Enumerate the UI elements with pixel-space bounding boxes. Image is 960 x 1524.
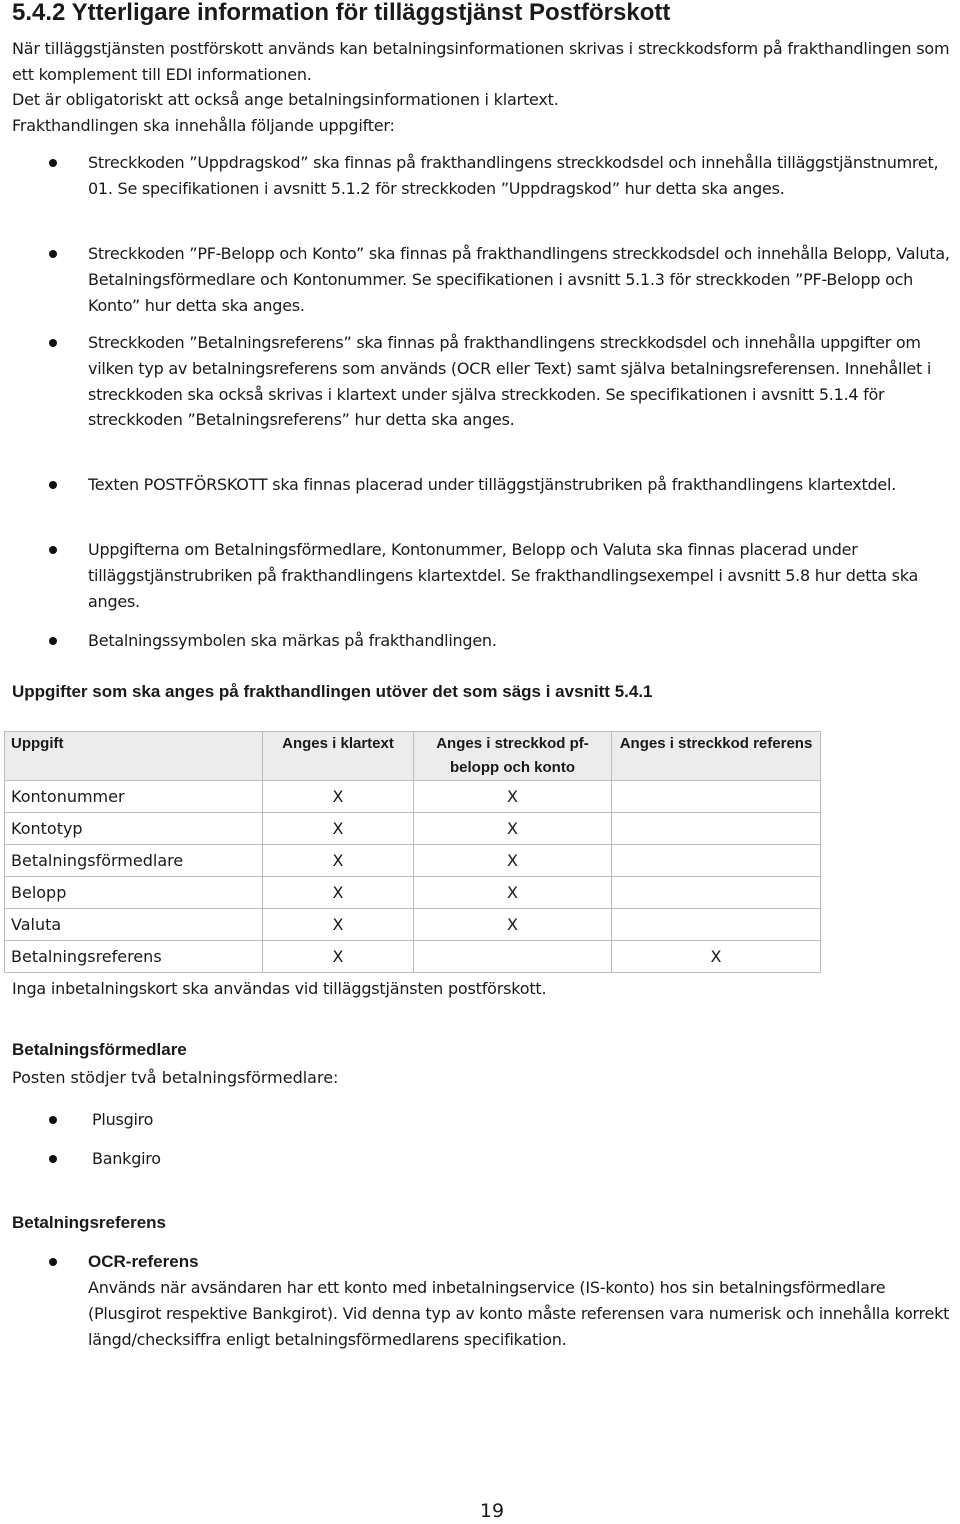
bullet-icon [49,546,57,554]
list-item-text: Uppgifterna om Betalningsförmedlare, Kontonummer, Belopp och Valuta ska finnas placerad under tilläggstjänstrubriken på frakthandlingens klartextdel. Se frakthandlingsexempel i avsnitt 5.8 hur detta ska anges. [88,540,919,611]
table-cell: Betalningsförmedlare [5,845,263,877]
bullet-icon [49,637,57,645]
bullet-icon [49,1155,57,1163]
table-cell [414,941,612,973]
intro-paragraph-2: Det är obligatoriskt att också ange betalningsinformationen i klartext. [12,90,559,109]
column-header: Anges i streckkod referens [612,732,821,781]
list-item-text: Streckkoden ”PF-Belopp och Konto” ska finnas på frakthandlingens streckkodsdel och innehålla Belopp, Valuta, Betalningsförmedlare och Kontonummer. Se specifikationen i avsnitt 5.1.3 för streckkoden ”PF-Belopp och Konto” hur detta ska anges. [88,244,950,315]
table-cell: X [414,845,612,877]
table-cell: X [612,941,821,973]
table-row [5,877,821,909]
page-number: 19 [479,1500,505,1522]
bullet-icon [49,1258,57,1266]
table-cell: X [263,813,414,845]
referens-heading: Betalningsreferens [12,1213,166,1232]
table-note: Inga inbetalningskort ska användas vid tilläggstjänsten postförskott. [12,979,547,998]
table-cell [612,845,821,877]
table-cell: Kontotyp [5,813,263,845]
table-cell [612,909,821,941]
column-header: Anges i klartext [263,732,414,781]
list-item-text: Texten POSTFÖRSKOTT ska finnas placerad under tilläggstjänstrubriken på frakthandlingens klartextdel. [88,475,897,494]
bullet-icon [49,339,57,347]
bullet-icon [49,481,57,489]
table-cell: X [263,845,414,877]
list-item-title: OCR-referens [88,1252,199,1271]
table-cell: X [263,877,414,909]
table-cell [612,781,821,813]
table-cell: X [263,941,414,973]
bullet-icon [49,250,57,258]
table-cell: Betalningsreferens [5,941,263,973]
list-item-text: Används när avsändaren har ett konto med inbetalningservice (IS-konto) hos sin betalningsförmedlare (Plusgirot respektive Bankgirot). Vid denna typ av konto måste referensen vara numerisk och innehålla korrekt längd/checksiffra enligt betalningsförmedlarens specifikation. [88,1278,950,1349]
list-item-text: Plusgiro [92,1110,154,1129]
table-cell: Kontonummer [5,781,263,813]
bullet-icon [49,159,57,167]
table-cell: X [414,813,612,845]
intro-text [12,36,952,138]
table-title: Uppgifter som ska anges på frakthandlingen utöver det som sägs i avsnitt 5.4.1 [12,682,653,701]
intro-paragraph-3: Frakthandlingen ska innehålla följande uppgifter: [12,115,395,135]
table-cell: X [414,781,612,813]
formedlare-text: Posten stödjer två betalningsförmedlare: [12,1068,339,1087]
table-cell [612,877,821,909]
list-item-text: Betalningssymbolen ska märkas på frakthandlingen. [88,631,497,650]
info-table [4,731,821,973]
table-cell: X [414,909,612,941]
column-header: Anges i streckkod pf-belopp och konto [414,732,612,781]
table-cell: X [414,877,612,909]
table-cell: Belopp [5,877,263,909]
table-row [5,781,821,813]
table-cell: X [263,909,414,941]
table-cell: Valuta [5,909,263,941]
formedlare-heading: Betalningsförmedlare [12,1040,187,1059]
list-item-text: Streckkoden ”Uppdragskod” ska finnas på frakthandlingens streckkodsdel och innehålla tilläggstjänstnumret, 01. Se specifikationen i avsnitt 5.1.2 för streckkoden ”Uppdragskod” hur detta ska anges. [88,153,939,198]
list-item-text: Streckkoden ”Betalningsreferens” ska finnas på frakthandlingens streckkodsdel och innehålla uppgifter om vilken typ av betalningsreferens som används (OCR eller Text) samt själva betalningsreferensen. Innehållet i streckkoden ska också skrivas i klartext under själva streckkoden. Se specifikationen i avsnitt 5.1.4 för streckkoden ”Betalningsreferens” hur detta ska anges. [88,333,932,430]
list-item-text: Bankgiro [92,1149,161,1168]
table-cell [612,813,821,845]
table-header-row [5,732,821,781]
table-row [5,909,821,941]
column-header: Uppgift [5,732,263,781]
table-row [5,941,821,973]
table-row [5,813,821,845]
bullet-icon [49,1116,57,1124]
section-heading: 5.4.2 Ytterligare information för tilläggstjänst Postförskott [12,0,671,26]
table-cell: X [263,781,414,813]
table-row [5,845,821,877]
intro-paragraph-1: När tilläggstjänsten postförskott används kan betalningsinformationen skrivas i streckkodsform på frakthandlingen som ett komplement till EDI informationen. [12,39,950,84]
